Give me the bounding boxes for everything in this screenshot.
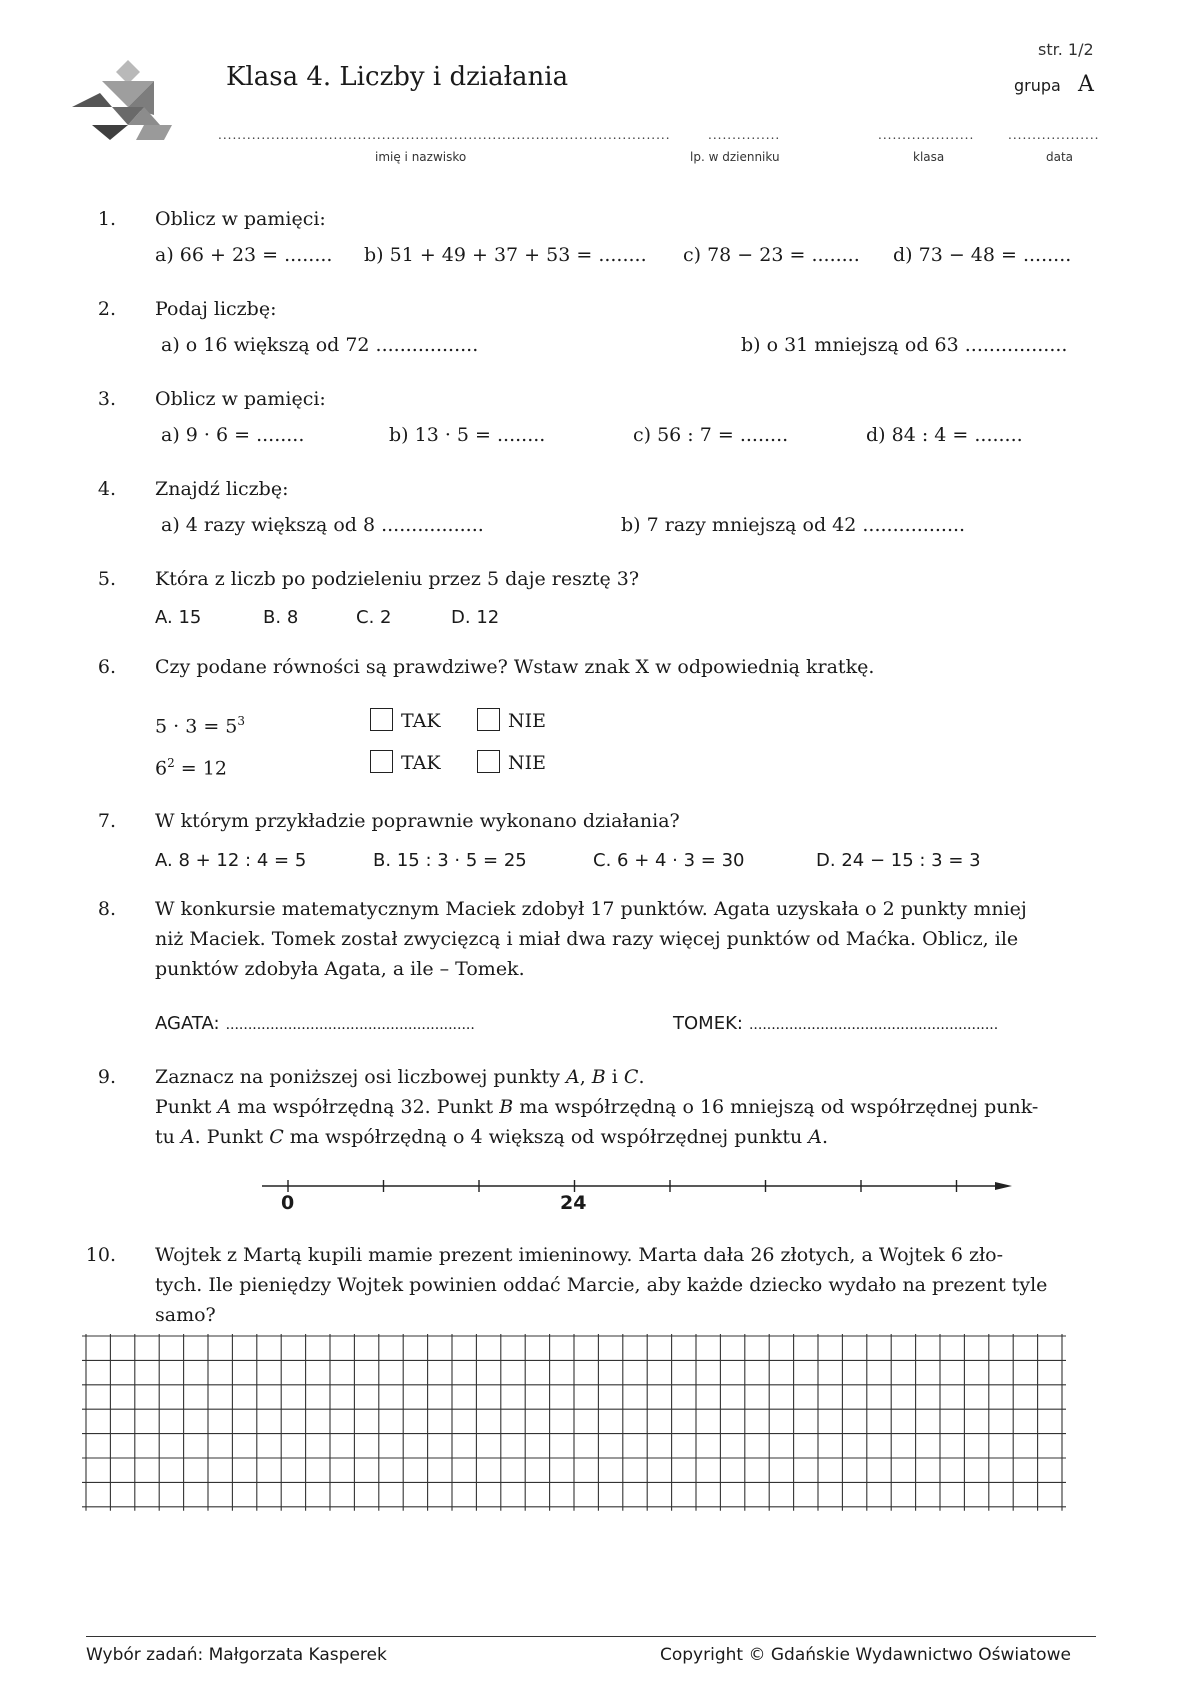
task-1-text: Oblicz w pamięci:	[155, 208, 326, 230]
task-2-item-a[interactable]: a) o 16 większą od 72 .................	[161, 334, 479, 356]
equation-2-exponent: 2	[167, 756, 175, 770]
task-4-item-b[interactable]: b) 7 razy mniejszą od 42 .................	[621, 514, 966, 536]
task-10-line-2: tych. Ile pieniędzy Wojtek powinien oddać Marcie, aby każde dziecko wydało na prezent tyle	[155, 1274, 1048, 1296]
class-field-label: klasa	[913, 150, 945, 164]
tomek-answer-field[interactable]	[673, 1008, 998, 1040]
option-letter: D.	[451, 607, 471, 628]
task-7-option-c[interactable]	[593, 846, 745, 876]
task-5-option-b[interactable]	[263, 603, 298, 633]
publisher-logo	[72, 55, 182, 150]
equation-1-base: 5 · 3 = 5	[155, 715, 238, 738]
option-letter: C.	[593, 850, 612, 871]
option-value: 2	[380, 607, 392, 628]
equation-2-base: 6	[155, 757, 168, 780]
task-8-number: 8.	[97, 898, 116, 920]
tomek-label: TOMEK:	[673, 1013, 743, 1034]
group-value: A	[1077, 72, 1094, 97]
journal-number-label: lp. w dzienniku	[690, 150, 780, 164]
task-7-text: W którym przykładzie poprawnie wykonano działania?	[155, 810, 680, 832]
no-label: NIE	[508, 710, 546, 732]
equation-2	[155, 748, 227, 783]
task-6-text: Czy podane równości są prawdziwe? Wstaw znak X w odpowiednią kratkę.	[155, 656, 875, 678]
task-1-item-a[interactable]: a) 66 + 23 = ........	[155, 244, 333, 266]
date-field-label: data	[1046, 150, 1074, 164]
task-9-line-2: Punkt A ma współrzędną 32. Punkt B ma współrzędną o 16 mniejszą od współrzędnej punk-	[155, 1096, 1039, 1118]
checkbox[interactable]	[477, 708, 500, 731]
option-letter: D.	[816, 850, 836, 871]
yes-label: TAK	[401, 710, 441, 732]
task-8-line-3: punktów zdobyła Agata, a ile – Tomek.	[155, 958, 525, 980]
equation-1-exponent: 3	[237, 714, 246, 728]
name-field[interactable]: ..............................................................................................	[218, 128, 671, 142]
task-2-text: Podaj liczbę:	[155, 298, 277, 320]
equation-2-rest: = 12	[174, 757, 227, 780]
tomek-dots: ........................................................	[748, 1017, 999, 1033]
task-5-option-d[interactable]	[451, 603, 499, 633]
agata-label: AGATA:	[155, 1013, 220, 1034]
date-field[interactable]: ...................	[1008, 128, 1100, 142]
task-4-text: Znajdź liczbę:	[155, 478, 289, 500]
task-4-item-a[interactable]: a) 4 razy większą od 8 .................	[161, 514, 484, 536]
number-line[interactable]	[250, 1172, 1020, 1222]
equation-2-no-option[interactable]	[477, 748, 546, 778]
task-6-number: 6.	[97, 656, 116, 678]
task-5-text: Która z liczb po podzieleniu przez 5 daje resztę 3?	[155, 568, 640, 590]
task-9-line-3: tu A. Punkt C ma współrzędną o 4 większą od współrzędnej punktu A.	[155, 1126, 829, 1148]
task-9-line-1: Zaznacz na poniższej osi liczbowej punkty A, B i C.	[155, 1066, 645, 1088]
task-5-option-c[interactable]	[356, 603, 391, 633]
task-1-item-c[interactable]: c) 78 − 23 = ........	[683, 244, 860, 266]
task-4-number: 4.	[97, 478, 116, 500]
option-value: 24 − 15 : 3 = 3	[841, 850, 981, 871]
axis-label-24: 24	[560, 1192, 587, 1214]
option-value: 12	[476, 607, 500, 628]
equation-1	[155, 706, 245, 741]
option-letter: B.	[373, 850, 392, 871]
group-label: grupa	[1014, 76, 1061, 95]
option-letter: C.	[356, 607, 375, 628]
option-value: 8 + 12 : 4 = 5	[178, 850, 307, 871]
task-2-item-b[interactable]: b) o 31 mniejszą od 63 .................	[741, 334, 1068, 356]
task-5-option-a[interactable]	[155, 603, 201, 633]
task-3-item-d[interactable]: d) 84 : 4 = ........	[866, 424, 1023, 446]
page-number: str. 1/2	[1038, 40, 1094, 59]
yes-label: TAK	[401, 752, 441, 774]
option-value: 15 : 3 · 5 = 25	[396, 850, 527, 871]
equation-2-yes-option[interactable]	[370, 748, 441, 778]
task-10-number: 10.	[85, 1244, 116, 1266]
agata-dots: ........................................................	[225, 1017, 475, 1033]
task-3-text: Oblicz w pamięci:	[155, 388, 326, 410]
group-indicator	[1014, 72, 1094, 97]
option-letter: A.	[155, 850, 173, 871]
agata-answer-field[interactable]	[155, 1008, 475, 1040]
footer-copyright: Copyright © Gdańskie Wydawnictwo Oświatowe	[660, 1645, 1071, 1665]
task-1-item-b[interactable]: b) 51 + 49 + 37 + 53 = ........	[364, 244, 647, 266]
task-3-item-b[interactable]: b) 13 · 5 = ........	[389, 424, 546, 446]
task-3-item-c[interactable]: c) 56 : 7 = ........	[633, 424, 789, 446]
option-value: 8	[286, 607, 299, 628]
task-3-number: 3.	[97, 388, 116, 410]
no-label: NIE	[508, 752, 546, 774]
checkbox[interactable]	[370, 750, 393, 773]
task-8-line-1: W konkursie matematycznym Maciek zdobył 17 punktów. Agata uzyskała o 2 punkty mniej	[155, 898, 1027, 920]
journal-number-field[interactable]: ...............	[708, 128, 781, 142]
task-7-option-b[interactable]	[373, 846, 527, 876]
task-3-item-a[interactable]: a) 9 · 6 = ........	[161, 424, 305, 446]
option-value: 15	[178, 607, 202, 628]
task-7-number: 7.	[97, 810, 116, 832]
task-7-option-a[interactable]	[155, 846, 306, 876]
option-value: 6 + 4 · 3 = 30	[617, 850, 745, 871]
footer-rule	[86, 1636, 1096, 1637]
task-2-number: 2.	[97, 298, 116, 320]
footer-author: Wybór zadań: Małgorzata Kasperek	[86, 1645, 387, 1665]
checkbox[interactable]	[370, 708, 393, 731]
task-1-item-d[interactable]: d) 73 − 48 = ........	[893, 244, 1072, 266]
page-title: Klasa 4. Liczby i działania	[226, 62, 569, 92]
task-7-option-d[interactable]	[816, 846, 981, 876]
task-1-number: 1.	[97, 208, 116, 230]
task-10-line-1: Wojtek z Martą kupili mamie prezent imieninowy. Marta dała 26 złotych, a Wojtek 6 zło-	[155, 1244, 1003, 1266]
task-5-number: 5.	[97, 568, 116, 590]
equation-1-no-option[interactable]	[477, 706, 546, 736]
task-10-line-3: samo?	[155, 1304, 216, 1326]
task-9-number: 9.	[97, 1066, 116, 1088]
name-field-label: imię i nazwisko	[375, 150, 467, 164]
option-letter: B.	[263, 607, 282, 628]
task-8-line-2: niż Maciek. Tomek został zwycięzcą i miał dwa razy więcej punktów od Maćka. Oblicz, ile	[155, 928, 1019, 950]
checkbox[interactable]	[477, 750, 500, 773]
class-field[interactable]: ....................	[878, 128, 975, 142]
option-letter: A.	[155, 607, 173, 628]
axis-label-zero: 0	[281, 1192, 295, 1214]
answer-grid[interactable]	[82, 1334, 1102, 1514]
equation-1-yes-option[interactable]	[370, 706, 441, 736]
